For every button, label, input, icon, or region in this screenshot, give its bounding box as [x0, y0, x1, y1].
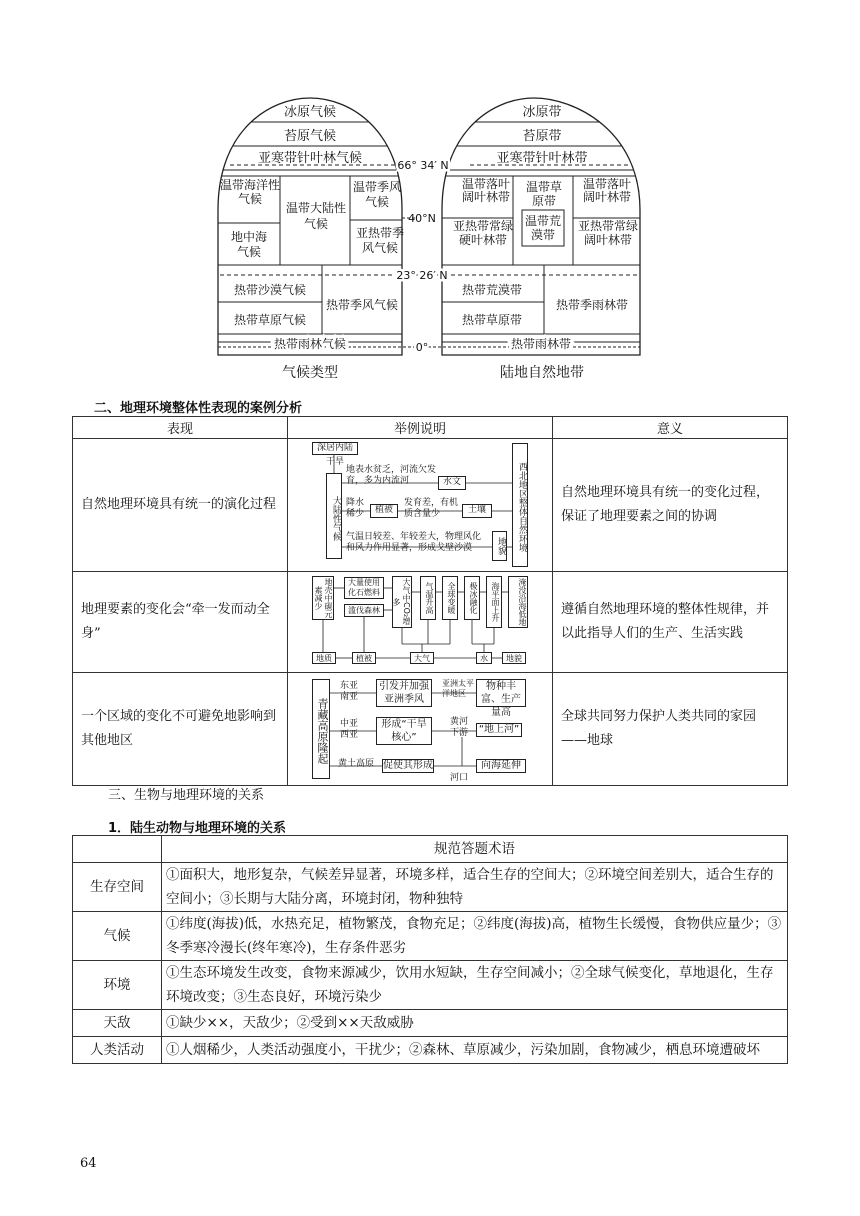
header-example: 举例说明 [288, 417, 553, 439]
d2-c2b: 滥伐森林 [344, 604, 384, 617]
d1-b3: 土壤 [462, 504, 492, 518]
d1-l2a: 降水稀少 [346, 498, 365, 519]
right-subtropical-sclerophyll: 亚热带常绿硬叶林带 [452, 219, 513, 247]
section3-heading: 三、生物与地理环境的关系 [108, 788, 265, 803]
d3-r1d: 物种丰富、生产量高 [476, 679, 526, 707]
d3-plateau: 青藏高原隆起 [312, 679, 330, 779]
row-text-environment: ①生态环境发生改变，食物来源减少，饮用水短缺，生存空间减小；②全球气候变化，草地退化，生存环境改变；③生态良好，环境污染少 [162, 961, 788, 1010]
row-label-enemy: 天敌 [73, 1010, 162, 1037]
right-temperate-grassland: 温带草原带 [525, 180, 562, 208]
d3-r3b: 促使其形成 [383, 760, 433, 771]
d1-b2: 植被 [370, 504, 398, 518]
lat-23: 23° 26′ N [396, 269, 448, 282]
row-text-space: ①面积大，地形复杂，气候差异显著，环境多样，适合生存的空间大；②环境空间差别大，适合生存的空间小；③长期与大陆分离，环境封闭，物种独特 [162, 863, 788, 912]
left-temperate-ocean: 温带海洋性气候 [220, 178, 280, 206]
row2-performance: 地理要素的变化会“牵一发而动全身” [73, 572, 288, 673]
d1-left: 大陆性气候 [326, 473, 342, 559]
section3-subheading: 1．陆生动物与地理环境的关系 [108, 821, 287, 836]
d1-l2b: 发育差，有机质含量少 [404, 498, 459, 519]
d3-r3a: 黄土高原 [338, 759, 375, 769]
left-rainforest: 热带雨林气候 [273, 337, 347, 351]
row-label-space: 生存空间 [73, 863, 162, 912]
left-tropical-grassland: 热带草原气候 [233, 313, 307, 327]
d2-c5: 全球变暖 [442, 576, 458, 620]
row-text-human: ①人烟稀少，人类活动强度小，干扰少；②森林、草原减少，污染加剧，食物减少，栖息环境遭破坏 [162, 1037, 788, 1064]
row-text-enemy: ①缺少××，天敌少；②受到××天敌威胁 [162, 1010, 788, 1037]
row-label-climate: 气候 [73, 912, 162, 961]
page-number: 64 [80, 1156, 97, 1171]
d1-b4: 地貌 [492, 531, 507, 561]
right-temperate-desert: 温带荒漠带 [525, 214, 562, 242]
d1-arrows [288, 439, 550, 571]
left-subtropical-monsoon: 亚热带季风气候 [355, 226, 404, 255]
d2-c6: 极冰融化 [464, 576, 480, 620]
row1-meaning: 自然地理环境具有统一的变化过程，保证了地理要素之间的协调 [553, 439, 788, 572]
left-tropical-desert: 热带沙漠气候 [233, 283, 307, 297]
d3-r1c: 亚洲太平洋地区 [442, 679, 474, 698]
left-tropical-monsoon: 热带季风气候 [325, 298, 399, 312]
row-label-environment: 环境 [73, 961, 162, 1010]
d3-r2b: 形成“干旱核心” [376, 717, 432, 745]
d3-r2d: “地上河” [476, 723, 522, 737]
right-row-1: 冰原带 [522, 105, 562, 120]
d2-c8: 淹没沿海低地 [508, 576, 528, 628]
row3-meaning: 全球共同努力保护人类共同的家园——地球 [553, 673, 788, 786]
right-temperate-deciduous-l: 温带落叶阔叶林带 [461, 178, 510, 204]
d1-top: 深居内陆 [312, 442, 358, 455]
d2-arrows [288, 572, 550, 672]
right-tropical-grassland: 热带草原带 [461, 313, 523, 327]
d2-b4: 水 [476, 652, 492, 664]
d2-c3: 大气中CO₂增多 [392, 576, 412, 628]
left-row-2: 苔原气候 [283, 129, 337, 144]
d1-right: 西北地区整体自然环境 [512, 443, 528, 567]
right-row-2: 苔原带 [522, 129, 562, 144]
header-meaning: 意义 [553, 417, 788, 439]
d2-c4: 气温升高 [420, 576, 436, 620]
lat-0: 0° [415, 341, 429, 354]
d3-r1a: 东亚南亚 [340, 681, 359, 702]
right-caption: 陆地自然地带 [500, 365, 584, 381]
row3-performance: 一个区域的变化不可避免地影响到其他地区 [73, 673, 288, 786]
d2-c1: 地壳中碳元素减少 [314, 578, 333, 618]
header-performance: 表现 [73, 417, 288, 439]
row3-example [288, 673, 553, 786]
d2-c2a: 大量使用化石燃料 [344, 577, 384, 599]
d3-r1b: 引发并加强亚洲季风 [376, 679, 432, 707]
right-tropical-desert: 热带荒漠带 [461, 283, 523, 297]
d1-l1: 地表水贫乏，河流欠发育，多为内流河 [346, 465, 437, 486]
d3-r2a: 中亚西亚 [340, 719, 359, 740]
d2-c7: 海平面上升 [486, 576, 502, 628]
row-text-climate: ①纬度(海拔)低，水热充足，植物繁茂，食物充足；②纬度(海拔)高，植物生长缓慢，食物供应量少；③冬季寒冷漫长(终年寒冷)，生存条件恶劣 [162, 912, 788, 961]
left-temperate-continental: 温带大陆性气候 [285, 201, 346, 231]
row-label-human: 人类活动 [73, 1037, 162, 1064]
row1-example [288, 439, 553, 572]
d3-r3d: 向海延伸 [476, 759, 526, 773]
d2-b3: 大气 [410, 652, 434, 664]
left-caption: 气候类型 [282, 365, 338, 381]
right-row-3: 亚寒带针叶林带 [496, 151, 588, 166]
lat-66: 66° 34′ N [397, 159, 449, 172]
row2-meaning: 遵循自然地理环境的整体性规律，并以此指导人们的生产、生活实践 [553, 572, 788, 673]
d2-b5: 地貌 [502, 652, 526, 664]
case-analysis-table [72, 416, 788, 786]
left-row-3: 亚寒带针叶林气候 [257, 151, 363, 166]
d3-arrows [288, 673, 550, 785]
d1-l3: 气温日较差、年较差大，物理风化和风力作用显著，形成戈壁沙漠 [346, 532, 482, 553]
right-tropical-monsoon: 热带季雨林带 [555, 298, 629, 312]
left-temperate-monsoon: 温带季风气候 [352, 180, 401, 209]
d3-r2c: 黄河下游 [450, 717, 469, 738]
row2-example [288, 572, 553, 673]
right-subtropical-evergreen: 亚热带常绿阔叶林带 [577, 219, 638, 247]
d2-b2: 植被 [352, 652, 376, 664]
d3-r3c: 河口 [450, 773, 469, 783]
lat-40: 40°N [408, 212, 436, 225]
table-header: 规范答题术语 [162, 836, 788, 863]
left-mediterranean: 地中海气候 [230, 230, 267, 259]
d1-b1: 水文 [438, 476, 466, 490]
animals-environment-table [72, 835, 788, 1064]
right-rainforest: 热带雨林带 [510, 337, 572, 351]
left-row-1: 冰原气候 [283, 105, 337, 120]
corner-cell [73, 836, 162, 863]
d1-arid: 干旱 [326, 457, 345, 467]
climate-zones-diagram [200, 90, 660, 390]
row1-performance: 自然地理环境具有统一的演化过程 [73, 439, 288, 572]
section2-heading: 二、地理环境整体性表现的案例分析 [94, 401, 303, 416]
right-temperate-deciduous-r: 温带落叶阔叶林带 [582, 178, 631, 204]
d2-b1: 地质 [312, 652, 336, 664]
